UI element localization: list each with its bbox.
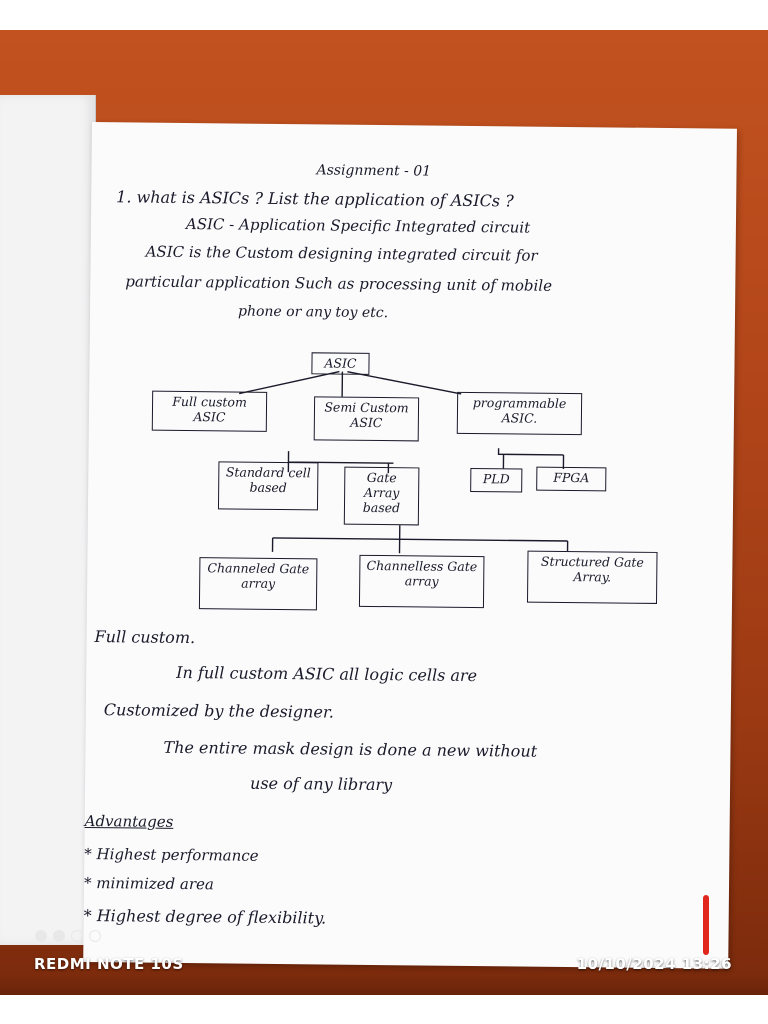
full-custom-line: The entire mask design is done a new without [163,737,538,761]
dot-icon [53,930,65,942]
definition-line: ASIC is the Custom designing integrated circuit for [145,242,538,265]
red-pen-mark [703,895,709,955]
diagram-channeled: Channeled Gate array [199,557,318,610]
timestamp-watermark: 10/10/2024 13:26 [576,955,732,973]
full-custom-line: Customized by the designer. [103,700,334,722]
notebook-page [83,122,737,969]
diagram-root-asic: ASIC [311,352,369,375]
full-custom-heading: Full custom. [94,627,196,648]
advantage-item: * minimized area [83,873,214,894]
advantage-item: * Highest performance [84,844,259,865]
device-watermark: REDMI NOTE 10S [34,955,184,973]
dot-icon [71,930,83,942]
connector-line [347,372,461,394]
photo-background [0,30,768,995]
camera-watermark-dots [35,930,101,942]
question-text: 1. what is ASICs ? List the application of ASICs ? [116,187,514,211]
diagram-full-custom: Full custom ASIC [152,391,267,432]
diagram-pld: PLD [470,468,522,493]
assignment-title: Assignment - 01 [316,162,432,180]
dot-icon [89,930,101,942]
watermark-bar [0,975,768,995]
diagram-channelless: Channelless Gate array [359,555,485,608]
diagram-programmable: programmable ASIC. [457,392,582,435]
diagram-structured: Structured Gate Array. [527,551,658,604]
advantages-heading: Advantages [84,811,174,831]
advantage-item: * Highest degree of flexibility. [83,905,327,928]
definition-line: particular application Such as processing unit of mobile [125,272,553,295]
connector-line [273,538,568,541]
definition-line: phone or any toy etc. [237,303,389,322]
definition-line: ASIC - Application Specific Integrated circuit [185,214,531,237]
diagram-fpga: FPGA [536,467,606,492]
full-custom-line: use of any library [249,773,393,795]
diagram-semi-custom: Semi Custom ASIC [314,396,419,441]
diagram-gate-array: Gate Array based [344,467,420,526]
connector-line [499,448,564,455]
left-page [0,95,96,945]
dot-icon [35,930,47,942]
full-custom-line: In full custom ASIC all logic cells are [176,662,478,686]
diagram-standard-cell: Standard cell based [218,461,318,510]
